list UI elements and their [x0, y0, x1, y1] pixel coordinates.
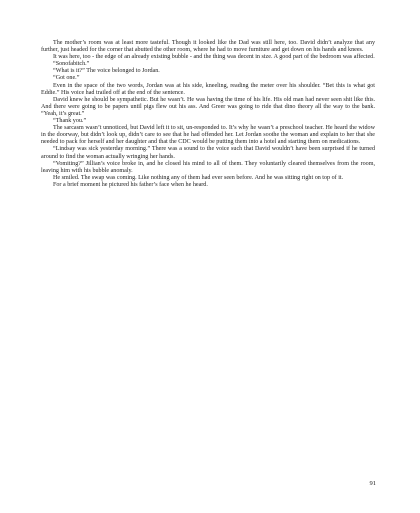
paragraph: For a brief moment he pictured his father’s face when he heard.: [53, 181, 208, 188]
paragraph: “Got one.”: [53, 75, 80, 82]
paragraph: It was here, too - the edge of an already existing bubble - and the thing was decent in size. A good part of the bedroom was affected.: [53, 54, 375, 61]
paragraph: The mother’s room was at least more tasteful. Though it looked like the Dad was still here, too. David didn’t analyze that any further, just headed for the corner that abutted the other room, where he had to move furniture and get down on his hands and knees.: [41, 40, 375, 54]
paragraph: The sarcasm wasn’t unnoticed, but David left it to sit, un-responded to. It’s why he wasn’t a preschool teacher. He heard the widow in the doorway, but didn’t look up, didn’t care to see that he had offended her. Let Jordan soothe the woman and explain to her that she needed to pack for herself and her daughter and that the CDC would be putting them into a hotel and starting them on medications.: [41, 125, 375, 146]
paragraph: He smiled. The swap was coming. Like nothing any of them had ever seen before. And he was sitting right on top of it.: [53, 174, 344, 181]
page-number: 91: [369, 480, 376, 487]
paragraph: “Vomiting?” Jillian’s voice broke in, and he closed his mind to all of them. They voluntarily cleared themselves from the room, leaving him with his bubble anomaly.: [41, 160, 375, 174]
paragraph: “Sonofabitch.”: [53, 61, 90, 68]
paragraph: “Thank you.”: [53, 118, 87, 125]
paragraph: “Lindsay was sick yesterday morning.” There was a sound to the voice such that David wouldn’t have been surprised if he turned around to find the woman actually wringing her hands.: [41, 146, 375, 160]
paragraph: Even in the space of the two words, Jordan was at his side, kneeling, reading the meter over his shoulder. “Bet this is what got Eddie.” His voice had trailed off at the end of the sentence.: [41, 82, 375, 96]
paragraph: David knew he should be sympathetic. But he wasn’t. He was having the time of his life. His old man had never seen shit like this. And there were going to be papers until pigs flew out his ass. And Greer was going to ride that dino theory all the way to the bank. “Yeah, it’s great.”: [41, 96, 375, 117]
body-text: [41, 40, 375, 189]
paragraph: “What is it?” The voice belonged to Jordan.: [53, 68, 160, 75]
